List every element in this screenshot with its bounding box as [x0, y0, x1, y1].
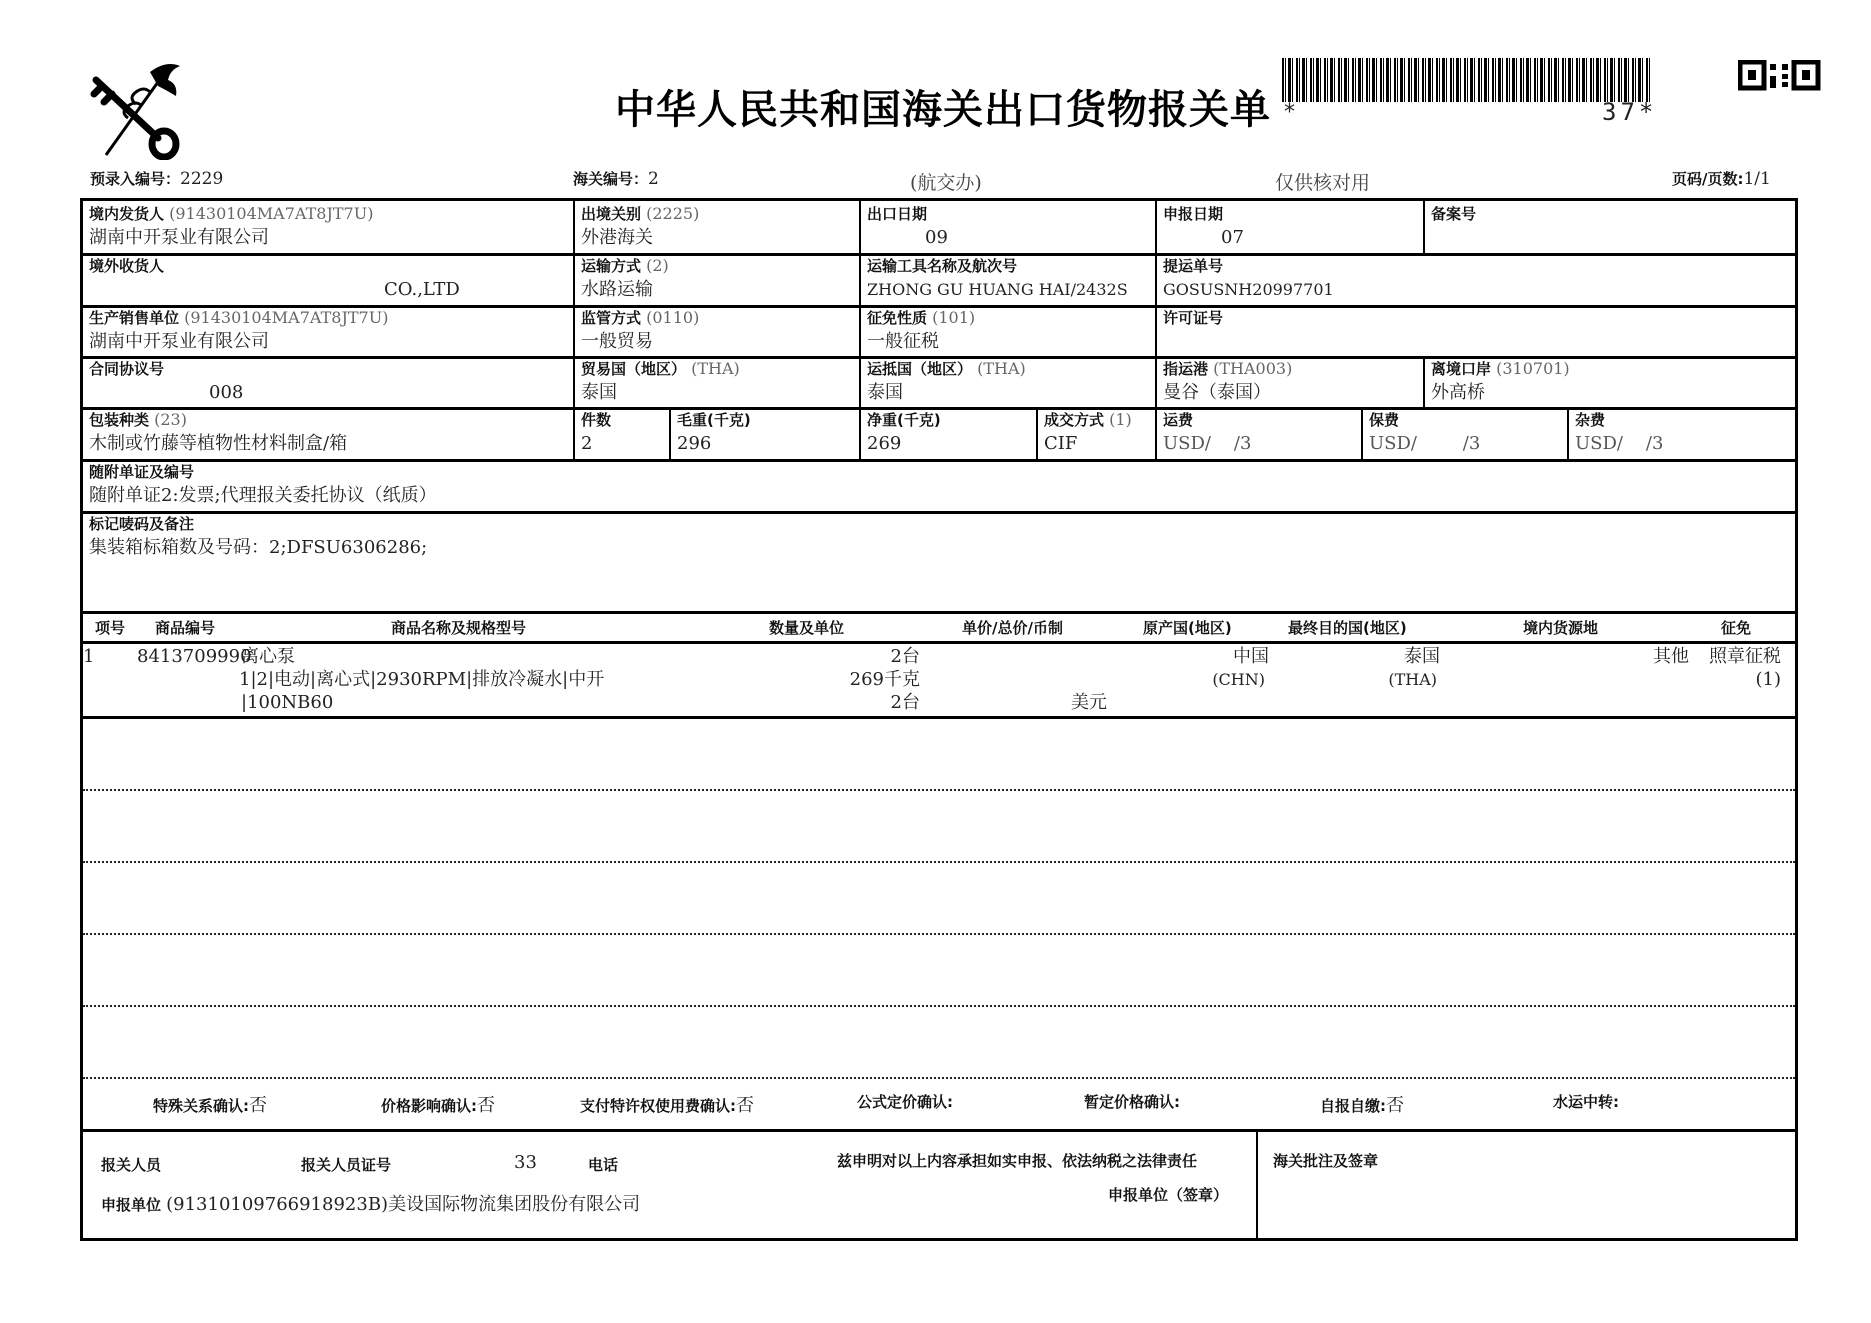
levy-method: 照章征税 [1709, 646, 1781, 667]
field-trade-terms: 成交方式 (1) CIF [1036, 407, 1155, 459]
field-destination-country: 运抵国（地区） (THA) 泰国 [859, 356, 1155, 407]
col-origin: 原产国(地区) [1143, 619, 1232, 637]
row-shipper [83, 201, 1795, 256]
quantity-2: 269千克 [849, 669, 920, 690]
origin-code: (CHN) [1212, 670, 1265, 689]
row-packaging [83, 407, 1795, 462]
origin-country: 中国 [1233, 646, 1269, 667]
item-no: 1 [83, 646, 95, 667]
confirm-formula-pricing: 公式定价确认: [857, 1093, 953, 1111]
barcode-star: * [1284, 100, 1295, 125]
confirm-price-influence: 价格影响确认:否 [381, 1095, 495, 1116]
row-separator [83, 861, 1795, 863]
field-bill-no: 提运单号 GOSUSNH20997701 [1155, 253, 1795, 305]
barcode [1282, 58, 1652, 102]
goods-spec-line1: 1|2|电动|离心式|2930RPM|排放冷凝水|中开 [239, 669, 605, 690]
confirm-provisional-price: 暂定价格确认: [1084, 1093, 1180, 1111]
col-name-spec: 商品名称及规格型号 [391, 619, 527, 637]
hs-code: 8413709990 [137, 646, 252, 667]
row-marks [83, 511, 1795, 614]
page-indicator: 页码/页数:1/1 [1672, 169, 1771, 189]
field-transport-mode: 运输方式 (2) 水路运输 [573, 253, 859, 305]
field-insurance: 保费 USD/ /3 [1361, 407, 1567, 459]
goods-name: 离心泵 [241, 646, 295, 667]
row-producer [83, 305, 1795, 359]
row-attached-docs [83, 459, 1795, 514]
field-net-weight: 净重(千克) 269 [859, 407, 1036, 459]
field-vessel: 运输工具名称及航次号 ZHONG GU HUANG HAI/2432S [859, 253, 1155, 305]
quantity-3: 2台 [890, 692, 920, 713]
goods-source: 其他 [1653, 646, 1689, 667]
field-overseas-consignee: 境外收货人 CO.,LTD [89, 257, 460, 300]
field-destination-port: 指运港 (THA003) 曼谷（泰国） [1155, 356, 1423, 407]
confirm-special-relationship: 特殊关系确认:否 [153, 1095, 267, 1116]
field-supervision: 监管方式 (0110) 一般贸易 [573, 305, 859, 356]
broker-id-value: 33 [514, 1152, 537, 1173]
confirmations-row [83, 1079, 1795, 1132]
goods-table-header [83, 611, 1795, 644]
destination-code: (THA) [1388, 670, 1437, 689]
field-pieces: 件数 2 [573, 407, 669, 459]
broker-id-label: 报关人员证号 [301, 1156, 392, 1174]
currency: 美元 [1071, 692, 1107, 713]
quantity-1: 2台 [890, 646, 920, 667]
row-separator [83, 1005, 1795, 1007]
phone-label: 电话 [588, 1156, 619, 1174]
footer-section [83, 1132, 1795, 1238]
field-trade-country: 贸易国（地区） (THA) 泰国 [573, 356, 859, 407]
field-domestic-shipper: 境内发货人 (91430104MA7AT8JT7U) 湖南中开泵业有限公司 [89, 204, 374, 248]
goods-spec-line2: |100NB60 [241, 692, 334, 713]
broker-label: 报关人员 [101, 1156, 162, 1174]
destination-country: 泰国 [1404, 646, 1440, 667]
field-misc-fee: 杂费 USD/ /3 [1567, 407, 1795, 459]
declarant-seal: 申报单位（签章） [1108, 1186, 1229, 1204]
col-destination: 最终目的国(地区) [1288, 619, 1407, 637]
confirm-water-transit: 水运中转: [1553, 1093, 1619, 1111]
col-source: 境内货源地 [1523, 619, 1599, 637]
field-producer: 生产销售单位 (91430104MA7AT8JT7U) 湖南中开泵业有限公司 [89, 308, 389, 352]
divider [1256, 1132, 1258, 1238]
table-row [83, 641, 1795, 719]
customs-number: 海关编号：2 [573, 169, 659, 189]
row-contract [83, 356, 1795, 410]
document-title: 中华人民共和国海关出口货物报关单 [615, 87, 1271, 133]
field-contract-no: 合同协议号 008 [89, 360, 244, 403]
barcode-text: 37* [1602, 98, 1658, 126]
declaration-statement: 兹申明对以上内容承担如实申报、依法纳税之法律责任 [837, 1152, 1198, 1170]
col-item-no: 项号 [95, 619, 126, 637]
qr-code-icon [1738, 60, 1822, 92]
row-separator [83, 789, 1795, 791]
field-exit-port: 离境口岸 (310701) 外高桥 [1423, 356, 1795, 407]
confirm-self-declare: 自报自缴:否 [1320, 1095, 1404, 1116]
verification-watermark: 仅供核对用 [1275, 172, 1371, 194]
field-package-type: 包装种类 (23) 木制或竹藤等植物性材料制盒/箱 [89, 410, 348, 454]
field-levy-nature: 征免性质 (101) 一般征税 [859, 305, 1155, 356]
confirm-royalty-payment: 支付特许权使用费确认:否 [580, 1095, 754, 1116]
customs-office: (航交办) [910, 172, 982, 194]
field-attached-docs: 随附单证及编号 随附单证2:发票;代理报关委托协议（纸质） [89, 463, 437, 506]
field-record-no: 备案号 [1423, 201, 1795, 253]
declaration-form [80, 198, 1798, 1241]
declarant-unit: 申报单位 (91310109766918923B)美设国际物流集团股份有限公司 [101, 1194, 641, 1215]
field-export-date: 出口日期 09 [859, 201, 1155, 253]
customs-emblem-icon [88, 60, 188, 160]
col-levy: 征免 [1721, 619, 1752, 637]
field-declare-date: 申报日期 07 [1155, 201, 1423, 253]
field-freight: 运费 USD/ /3 [1155, 407, 1361, 459]
field-gross-weight: 毛重(千克) 296 [669, 407, 859, 459]
levy-code: (1) [1755, 669, 1781, 690]
col-price: 单价/总价/币制 [962, 619, 1063, 637]
col-quantity: 数量及单位 [769, 619, 845, 637]
customs-approval: 海关批注及签章 [1273, 1152, 1379, 1170]
field-license-no: 许可证号 [1155, 305, 1795, 356]
col-hs-code: 商品编号 [155, 619, 216, 637]
field-marks-remarks: 标记唛码及备注 集装箱标箱数及号码：2;DFSU6306286; [89, 515, 428, 558]
row-separator [83, 933, 1795, 935]
pre-entry-number: 预录入编号：2229 [90, 169, 224, 189]
row-consignee [83, 253, 1795, 308]
field-exit-customs: 出境关别 (2225) 外港海关 [573, 201, 859, 253]
